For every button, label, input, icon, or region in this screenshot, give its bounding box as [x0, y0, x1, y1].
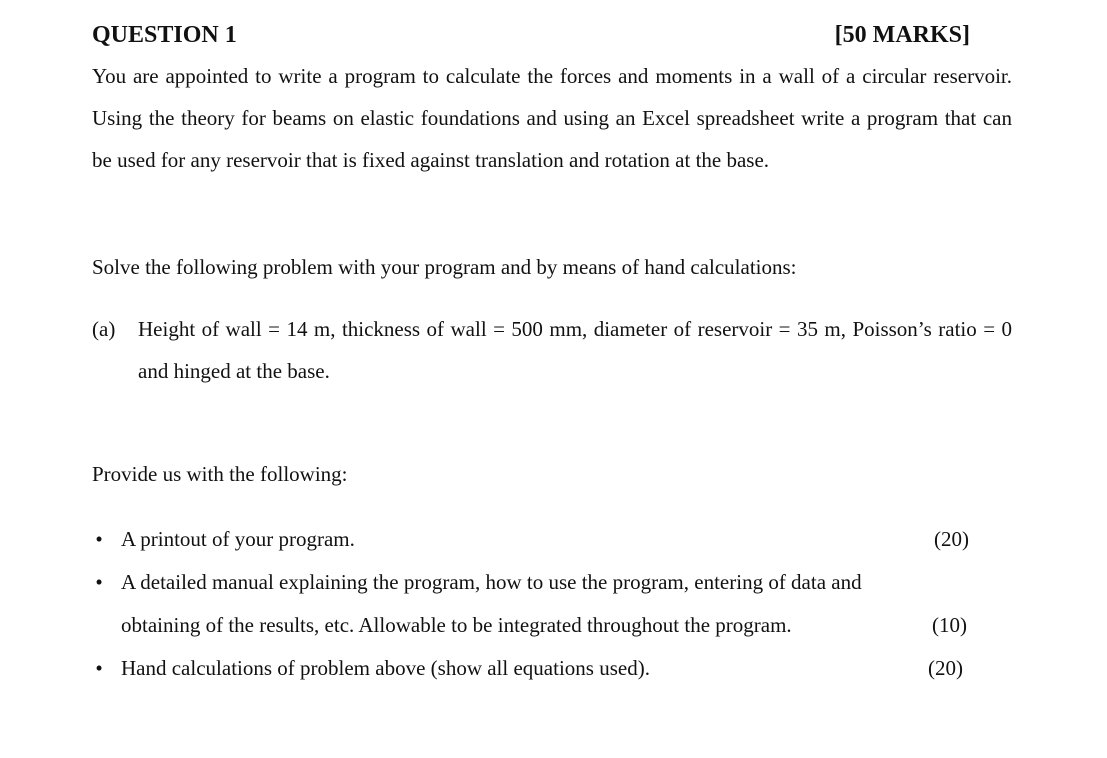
question-marks: [50 MARKS] [834, 22, 970, 48]
list-item-text-line2: obtaining of the results, etc. Allowable to be integrated throughout the program. [121, 613, 792, 637]
question-title: QUESTION 1 [92, 22, 237, 48]
list-item [92, 647, 1012, 690]
list-item-marks: (20) [928, 656, 963, 680]
list-item-marks: (10) [932, 613, 967, 637]
list-item [92, 518, 1012, 561]
list-item [92, 561, 1012, 647]
deliverables-list [92, 518, 1012, 690]
list-item-text: A printout of your program. [121, 527, 355, 551]
part-a-text: Height of wall = 14 m, thickness of wall = 500 mm, diameter of reservoir = 35 m, Poisson’s ratio = 0 and hinged at the base. [138, 317, 1012, 383]
bullet-icon: • [95, 656, 103, 680]
bullet-icon: • [95, 570, 103, 594]
list-item-text [121, 561, 1012, 647]
list-item-text-line1: A detailed manual explaining the program, how to use the program, entering of data and [121, 570, 862, 594]
instruction-paragraph: Solve the following problem with your program and by means of hand calculations: [92, 255, 797, 279]
list-item-text: Hand calculations of problem above (show all equations used). [121, 656, 650, 680]
bullet-icon: • [95, 527, 103, 551]
list-item-marks: (20) [934, 527, 969, 551]
part-a-label: (a) [92, 317, 116, 341]
question-heading [92, 18, 970, 52]
provide-heading: Provide us with the following: [92, 462, 348, 486]
intro-paragraph: You are appointed to write a program to calculate the forces and moments in a wall of a circular reservoir. Using the theory for beams on elastic foundations and using an Excel spreadsheet write a program that can be used for any reservoir that is fixed against translation and rotation at the base. [92, 64, 1012, 172]
